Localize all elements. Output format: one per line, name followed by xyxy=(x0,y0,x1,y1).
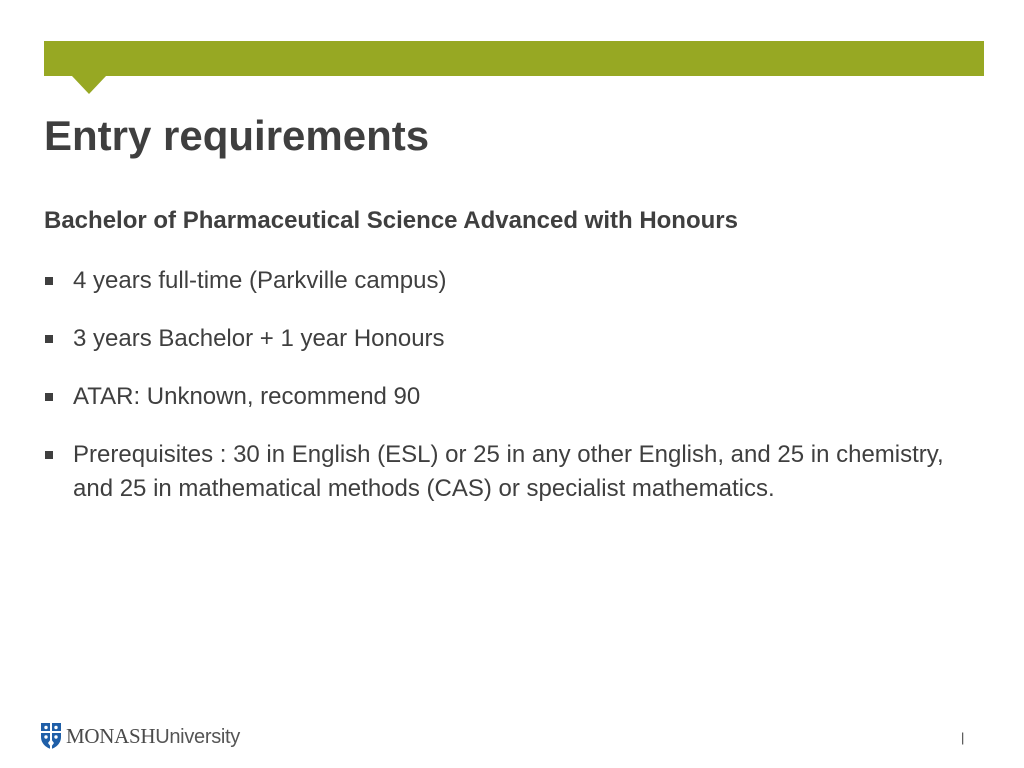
logo-secondary: University xyxy=(155,725,241,748)
slide-subtitle: Bachelor of Pharmaceutical Science Advanced with Honours xyxy=(44,207,738,234)
logo-primary: MONASH xyxy=(66,723,156,748)
bullet-item xyxy=(44,438,984,506)
band-pointer xyxy=(72,76,106,94)
bullet-text: 3 years Bachelor + 1 year Honours xyxy=(73,325,445,352)
bullet-text: Prerequisites : 30 in English (ESL) or 25 in any other English, and 25 in chemistry, and 25 in mathematical methods (CAS) or specialist mathematics. xyxy=(73,441,944,502)
accent-band xyxy=(44,41,984,76)
bullet-text: 4 years full-time (Parkville campus) xyxy=(73,267,447,294)
bullet-list xyxy=(44,264,984,530)
slide-title: Entry requirements xyxy=(44,112,430,159)
bullet-item xyxy=(44,322,984,356)
square-bullet-icon xyxy=(45,451,53,459)
bullet-text: ATAR: Unknown, recommend 90 xyxy=(73,383,421,410)
square-bullet-icon xyxy=(45,393,53,401)
square-bullet-icon xyxy=(45,277,53,285)
logo-text xyxy=(66,724,240,749)
monash-logo xyxy=(40,721,240,751)
square-bullet-icon xyxy=(45,335,53,343)
page-number: | xyxy=(961,730,965,745)
bullet-item xyxy=(44,380,984,414)
bullet-item xyxy=(44,264,984,298)
monash-crest-icon xyxy=(40,722,62,750)
